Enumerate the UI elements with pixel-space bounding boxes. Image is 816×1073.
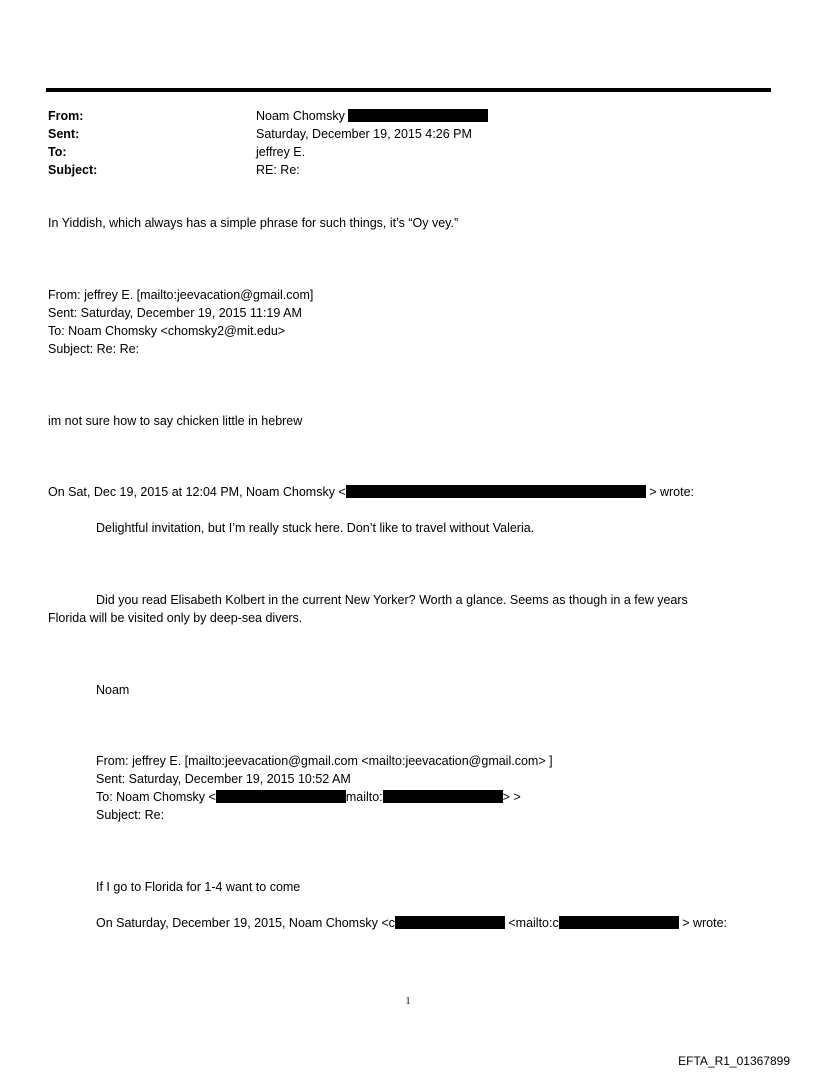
to-label: To: [48,145,67,159]
quoted1-sent: Sent: Saturday, December 19, 2015 11:19 AM [48,306,302,320]
redaction-block [216,790,346,803]
sent-label: Sent: [48,127,80,141]
page-number: 1 [405,996,411,1007]
redaction-block [383,790,503,803]
sent-value: Saturday, December 19, 2015 4:26 PM [256,127,472,141]
reply-body: In Yiddish, which always has a simple phrase for such things, it’s “Oy vey.” [48,216,459,230]
message-florida: If I go to Florida for 1-4 want to come [96,880,301,894]
from-value: Noam Chomsky [256,107,488,125]
on-sat-line: On Sat, Dec 19, 2015 at 12:04 PM, Noam Chomsky < > wrote: [48,485,695,499]
redaction-block [348,109,488,122]
redaction-block [559,916,679,929]
to-value: jeffrey E. [256,145,306,159]
from-label: From: [48,109,84,123]
quoted2-from: From: jeffrey E. [mailto:jeevacation@gmail.com <mailto:jeevacation@gmail.com> ] [96,754,553,768]
signoff: Noam [96,683,130,697]
on-saturday-line: On Saturday, December 19, 2015, Noam Chomsky <c <mailto:c > wrote: [96,916,728,930]
quoted2-subject: Subject: Re: [96,808,165,822]
header-rule [46,88,771,92]
redaction-block [346,485,646,498]
subject-label: Subject: [48,163,98,177]
para-invitation: Delightful invitation, but I’m really stuck here. Don’t like to travel without Valeria. [96,521,535,535]
quoted2-sent: Sent: Saturday, December 19, 2015 10:52 AM [96,772,351,786]
quoted2-to: To: Noam Chomsky < mailto: > > [96,790,521,804]
quoted1-from: From: jeffrey E. [mailto:jeevacation@gmail.com] [48,288,314,302]
message-chicken-little: im not sure how to say chicken little in hebrew [48,414,303,428]
para-kolbert-line2: Florida will be visited only by deep-sea divers. [48,611,303,625]
subject-value: RE: Re: [256,163,300,177]
para-kolbert-line1: Did you read Elisabeth Kolbert in the current New Yorker? Worth a glance. Seems as though in a few years [96,593,688,607]
quoted1-subject: Subject: Re: Re: [48,342,140,356]
redaction-block [395,916,505,929]
quoted1-to: To: Noam Chomsky <chomsky2@mit.edu> [48,324,286,338]
bates-number: EFTA_R1_01367899 [678,1054,790,1068]
